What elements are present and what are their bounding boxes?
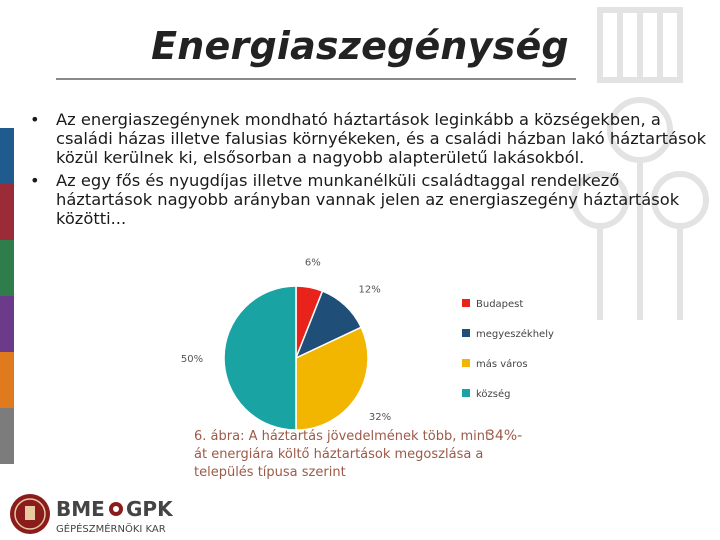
bullet-text: Az egy fős és nyugdíjas illetve munkanélküli családtaggal rendelkező háztartások nagyobb arányban vannak jelen az energiaszegény háztartások közötti...	[56, 170, 680, 229]
sidebar-color-block	[0, 240, 14, 296]
caption-percent: 34%-	[486, 428, 523, 444]
sidebar-color-block	[0, 128, 14, 184]
caption-line: 6. ábra: A háztartás jövedelmének több, mint	[194, 429, 491, 444]
list-item	[30, 110, 710, 168]
list-item	[30, 171, 710, 229]
legend-swatch	[462, 359, 470, 367]
chart-legend	[462, 299, 554, 400]
pie-slice-község	[224, 286, 296, 430]
bullet-text: Az energiaszegénynek mondható háztartások leginkább a községekben, a családi házas illetve falusias környékeken, és a családi házban lakó háztartások közül kerülnek ki, elsősorban a nagyobb alapterületű lakásokból.	[56, 110, 707, 168]
legend-swatch	[462, 329, 470, 337]
slide-title: Energiaszegénység	[151, 24, 569, 68]
chart-caption	[194, 428, 534, 482]
pie-percent-label: 6%	[304, 257, 321, 269]
bullet-list	[30, 110, 710, 231]
caption-line: át energiára költő háztartások megoszlása a	[194, 447, 484, 462]
sidebar-color-block	[0, 184, 14, 240]
logo-gpk: GPK	[126, 497, 173, 521]
sidebar-color-block	[0, 296, 14, 352]
logo-bme: BME	[56, 497, 105, 521]
sidebar-color-block	[0, 408, 14, 464]
legend-label: Budapest	[476, 299, 524, 310]
caption-line: település típusa szerint	[194, 465, 346, 480]
legend-label: község	[476, 389, 511, 400]
legend-label: más város	[476, 359, 528, 370]
legend-swatch	[462, 389, 470, 397]
pie-slices	[224, 286, 368, 430]
bme-gpk-logo	[6, 490, 196, 538]
bullet-dot: •	[30, 170, 40, 190]
color-sidebar	[0, 128, 14, 466]
bullet-dot: •	[30, 110, 40, 129]
pie-percent-label: 50%	[180, 354, 204, 365]
sidebar-color-block	[0, 352, 14, 408]
pie-percent-label: 32%	[368, 412, 392, 424]
pie-percent-label: 12%	[358, 284, 381, 296]
legend-swatch	[462, 299, 470, 307]
title-underline	[56, 78, 576, 80]
logo-subtitle: GÉPÉSZMÉRNÖKI KAR	[56, 524, 166, 535]
legend-label: megyeszékhely	[476, 329, 554, 340]
